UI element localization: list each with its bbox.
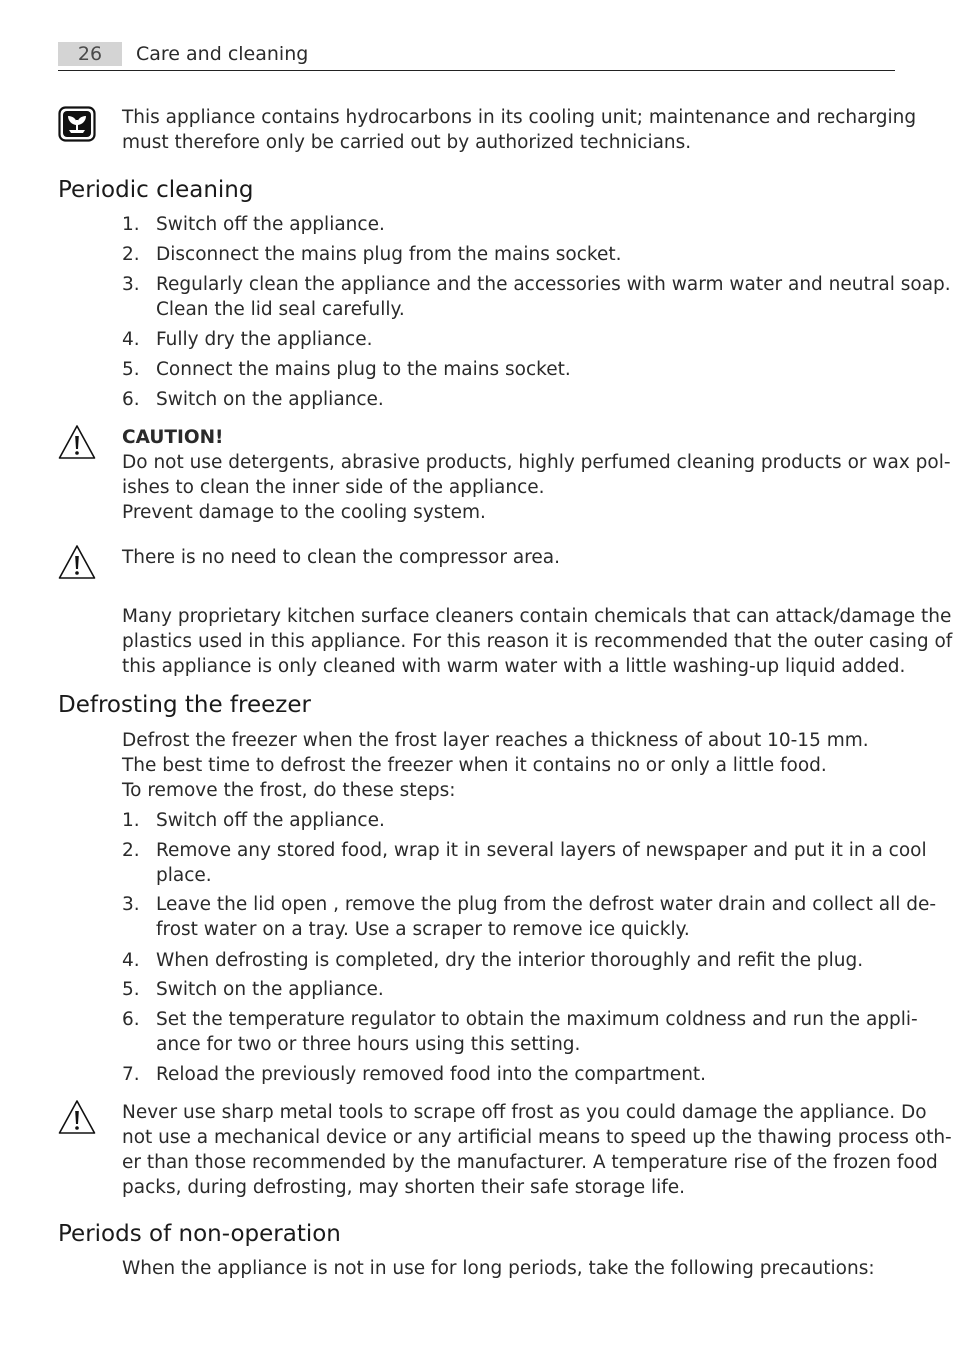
environment-icon [58, 106, 96, 142]
step-text: Remove any stored food, wrap it in several layers of newspaper and put it in a cool place. [156, 840, 927, 886]
step-text: Reload the previously removed food into the compartment. [156, 1064, 707, 1085]
step-text: Regularly clean the appliance and the accessories with warm water and neutral soap. Clean the lid seal carefully. [156, 274, 951, 320]
step-number: 3. [122, 274, 140, 295]
defrost-intro: Defrost the freezer when the frost layer reaches a thickness of about 10-15 mm. The best time to defrost the freezer when it contains no or only a little food. To remove the frost, do these steps: [122, 730, 869, 801]
header-divider [58, 70, 895, 71]
step-number: 7. [122, 1064, 140, 1085]
step-number: 5. [122, 359, 140, 380]
heading-non-operation: Periods of non-operation [58, 1221, 341, 1247]
caution-title: CAUTION! [122, 427, 224, 448]
caution-body: Do not use detergents, abrasive products, highly perfumed cleaning products or wax pol- ishes to clean the inner side of the appliance. Prevent damage to the cooling system. [122, 452, 951, 523]
step-text: Switch off the appliance. [156, 810, 385, 831]
step-number: 6. [122, 389, 140, 410]
step-number: 1. [122, 214, 140, 235]
step-number: 2. [122, 244, 140, 265]
step-number: 1. [122, 810, 140, 831]
step-number: 6. [122, 1009, 140, 1030]
warning-icon [58, 1099, 96, 1135]
step-text: Connect the mains plug to the mains socket. [156, 359, 571, 380]
step-text: Switch on the appliance. [156, 979, 384, 1000]
warning-icon [58, 544, 96, 580]
step-text: Disconnect the mains plug from the mains socket. [156, 244, 622, 265]
section-title: Care and cleaning [136, 43, 309, 65]
heading-periodic-cleaning: Periodic cleaning [58, 177, 254, 203]
compressor-note: There is no need to clean the compressor area. [122, 547, 560, 568]
cleaners-note: Many proprietary kitchen surface cleaners contain chemicals that can attack/damage the plastics used in this appliance. For this reason it is recommended that the outer casing of this appliance is only cleaned with warm water with a little washing-up liquid added. [122, 606, 953, 677]
step-number: 4. [122, 329, 140, 350]
page-number: 26 [58, 42, 122, 66]
warning-icon [58, 424, 96, 460]
step-text: Set the temperature regulator to obtain the maximum coldness and run the appli- ance for two or three hours using this setting. [156, 1009, 918, 1055]
defrost-warning: Never use sharp metal tools to scrape off frost as you could damage the appliance. Do not use a mechanical device or any artificial means to speed up the thawing process oth- er than those recommended by the manufacturer. A temperature rise of the frozen food packs, during defrosting, may shorten their safe storage life. [122, 1102, 952, 1198]
step-text: Fully dry the appliance. [156, 329, 373, 350]
step-text: Switch on the appliance. [156, 389, 384, 410]
non-operation-intro: When the appliance is not in use for long periods, take the following precautions: [122, 1258, 875, 1279]
step-number: 3. [122, 894, 140, 915]
step-text: Leave the lid open , remove the plug from the defrost water drain and collect all de- frost water on a tray. Use a scraper to remove ice quickly. [156, 894, 937, 940]
step-number: 2. [122, 840, 140, 861]
step-number: 5. [122, 979, 140, 1000]
step-text: Switch off the appliance. [156, 214, 385, 235]
environment-note: This appliance contains hydrocarbons in its cooling unit; maintenance and recharging must therefore only be carried out by authorized technicians. [122, 107, 917, 153]
step-text: When defrosting is completed, dry the interior thoroughly and refit the plug. [156, 950, 864, 971]
heading-defrosting: Defrosting the freezer [58, 692, 311, 718]
step-number: 4. [122, 950, 140, 971]
